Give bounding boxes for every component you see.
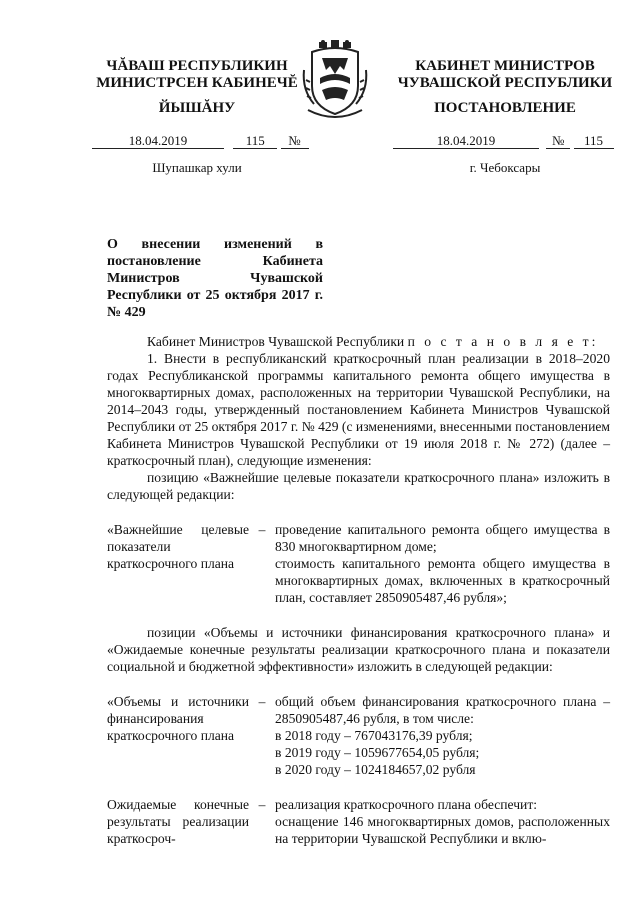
header-right-dateline <box>393 134 633 149</box>
block-results-dash: – <box>258 797 266 812</box>
paragraph-3: позиции «Объемы и источники финансирования краткосрочного плана» и «Ожидаемые конечные результаты реализации краткосрочного плана и показатели социальной и бюджетной эффективности» изложить в следующей редакции: <box>107 625 610 674</box>
header-left-line2: МИНИСТРСЕН КАБИНЕЧĔ <box>96 75 298 91</box>
document-body <box>107 333 610 847</box>
chuvash-emblem-icon <box>300 40 370 122</box>
header-right-doc-type: ПОСТАНОВЛЕНИЕ <box>434 100 576 116</box>
block-financing-content <box>275 693 610 778</box>
block-results-line1: реализация краткосрочного плана обеспечит: <box>275 797 538 812</box>
block-indicators-line2: стоимость капитального ремонта общего имущества в многоквартирных домах, включенных в краткосрочный план, составляет 2850905487,46 рубля»; <box>275 556 610 605</box>
header-left-org <box>82 58 312 92</box>
block-financing-2018: в 2018 году – 767043176,39 рубля; <box>275 728 473 743</box>
header-left-line1: ЧĂВАШ РЕСПУБЛИКИН <box>106 58 288 74</box>
header-right-number: 115 <box>574 134 614 149</box>
intro-verb: п о с т а н о в л я е т: <box>407 334 599 349</box>
block-indicators <box>107 521 610 606</box>
header-right-line2: ЧУВАШСКОЙ РЕСПУБЛИКИ <box>397 75 613 91</box>
header-right-date: 18.04.2019 <box>393 134 539 149</box>
block-results <box>107 796 610 847</box>
header-left-number-sign: № <box>281 134 309 149</box>
block-results-label: Ожидаемые конечные результаты реализации краткосроч- <box>107 797 249 846</box>
block-financing-2019: в 2019 году – 1059677654,05 рубля; <box>275 745 480 760</box>
header-right-city: г. Чебоксары <box>469 160 541 175</box>
paragraph-2: позицию «Важнейшие целевые показатели краткосрочного плана» изложить в следующей редакции: <box>107 470 610 502</box>
header-right-org <box>380 58 630 92</box>
block-indicators-label: «Важнейшие целевые показатели краткосрочного плана <box>107 522 249 571</box>
header-left-dateline <box>92 134 322 149</box>
block-indicators-dash: – <box>258 522 266 537</box>
block-results-content <box>275 796 610 847</box>
block-financing <box>107 693 610 778</box>
block-financing-label: «Объемы и источники финансирования краткосрочного плана <box>107 694 249 743</box>
block-financing-line1: общий объем финансирования краткосрочного плана – 2850905487,46 рубля, в том числе: <box>275 694 610 726</box>
block-results-line2: оснащение 146 многоквартирных домов, расположенных на территории Чувашской Республики и вклю- <box>275 814 610 846</box>
header-right-number-sign: № <box>546 134 570 149</box>
header-left-date: 18.04.2019 <box>92 134 224 149</box>
header-left-number: 115 <box>233 134 277 149</box>
intro-paragraph <box>107 333 610 350</box>
header-right-line1: КАБИНЕТ МИНИСТРОВ <box>415 58 595 74</box>
header-left-city: Шупашкар хули <box>152 160 242 175</box>
block-indicators-content <box>275 521 610 606</box>
block-financing-dash: – <box>258 694 266 709</box>
header-left-doc-type: ЙЫШĂНУ <box>158 100 236 116</box>
block-financing-2020: в 2020 году – 1024184657,02 рубля <box>275 762 476 777</box>
intro-lead: Кабинет Министров Чувашской Республики <box>147 334 405 349</box>
block-indicators-line1: проведение капитального ремонта общего имущества в 830 многоквартирном доме; <box>275 522 610 554</box>
document-title: О внесении изменений в постановление Кабинета Министров Чувашской Республики от 25 октября 2017 г. № 429 <box>107 237 323 320</box>
paragraph-1: 1. Внести в республиканский краткосрочный план реализации в 2018–2020 годах Республиканской программы капитального ремонта общего имущества в многоквартирных домах, расположенных на территории Чувашской Республики, на 2014–2043 годы, утвержденный постановлением Кабинета Министров Чувашской Республики от 25 октября 2017 г. № 429 (с изменениями, внесенными постановлением Кабинета Министров Чувашской Республики от 19 июля 2018 г. № 272) (далее – краткосрочный план), следующие изменения: <box>107 351 610 468</box>
